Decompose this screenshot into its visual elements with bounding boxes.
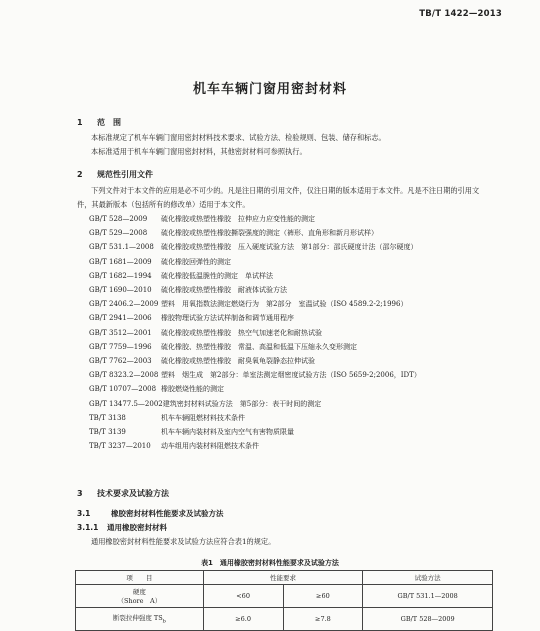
reference-item: GB/T 1682—1994 硫化橡胶低温脆性的测定 单试样法 (89, 271, 273, 280)
reference-item: GB/T 529—2008 硫化橡胶或热塑性橡胶撕裂强度的测定（裤形、直角形和新月形试样） (89, 229, 378, 238)
table-row (76, 608, 493, 631)
table-header-row (76, 571, 493, 585)
header-performance: 性能要求 (203, 571, 363, 585)
cell-value: ≥6.0 (203, 608, 283, 631)
reference-item: TB/T 3139 机车车辆内装材料及室内空气有害物质限量 (89, 428, 294, 437)
paragraph: 本标准规定了机车车辆门窗用密封材料技术要求、试验方法、检验规则、包装、储存和标志。 (91, 133, 386, 142)
reference-list (77, 212, 489, 453)
section-2-heading (77, 169, 153, 180)
reference-item: GB/T 8323.2—2008 塑料 烟生成 第2部分：单室法测定烟密度试验方法（ISO 5659-2;2006，IDT） (89, 371, 421, 380)
reference-item: GB/T 1690—2010 硫化橡胶或热塑性橡胶 耐液体试验方法 (89, 286, 287, 295)
reference-item: GB/T 13477.5—2002建筑密封材料试验方法 第5部分：表干时间的测定 (89, 399, 322, 408)
cell-item: 硬度 （Shore A） (76, 585, 204, 608)
spec-table (75, 570, 493, 631)
reference-item: GB/T 2406.2—2009 塑料 用氧指数法测定燃烧行为 第2部分 室温试验（ISO 4589.2-2;1996） (89, 300, 408, 309)
section-number: 3 (77, 489, 83, 498)
header-item: 项 目 (76, 571, 204, 585)
cell-item: 断裂拉伸强度 $TS_b$ (76, 608, 204, 631)
section-3-1-1-heading (77, 522, 167, 533)
section-title: 范 围 (97, 118, 121, 127)
table-row (76, 585, 493, 608)
paragraph: 下列文件对于本文件的应用是必不可少的。凡是注日期的引用文件，仅注日期的版本适用于本文件。凡是不注日期的引用文件，其最新版本（包括所有的修改单）适用于本文件。 (77, 186, 480, 209)
section-3-heading (77, 488, 169, 499)
cell-method: GB/T 528—2009 (363, 608, 493, 631)
section-3-1-heading (77, 508, 224, 519)
reference-item: TB/T 3138 机车车辆阻燃材料技术条件 (89, 413, 245, 422)
reference-item: GB/T 10707—2008 橡胶燃烧性能的测定 (89, 385, 224, 394)
reference-item: GB/T 1681—2009 硫化橡胶回弹性的测定 (89, 257, 231, 266)
reference-item: GB/T 3512—2001 硫化橡胶或热塑性橡胶 热空气加速老化和耐热试验 (89, 328, 322, 337)
table-title: 表1 通用橡胶密封材料性能要求及试验方法 (201, 559, 339, 567)
reference-item: GB/T 528—2009 硫化橡胶或热塑性橡胶 拉伸应力应变性能的测定 (89, 215, 315, 223)
cell-value: <60 (203, 585, 283, 608)
section-number: 1 (77, 118, 83, 127)
reference-item: GB/T 7762—2003 硫化橡胶或热塑性橡胶 耐臭氧龟裂静态拉伸试验 (89, 357, 315, 366)
section-number: 3.1.1 (77, 523, 99, 532)
paragraph: 本标准适用于机车车辆门窗用密封材料，其他密封材料可参照执行。 (91, 147, 307, 156)
section-title: 规范性引用文件 (97, 170, 153, 179)
reference-item: TB/T 3237—2010 动车组用内装材料阻燃技术条件 (89, 442, 259, 451)
reference-item: GB/T 7759—1996 硫化橡胶、热塑性橡胶 常温、高温和低温下压缩永久变形测定 (89, 342, 357, 351)
header-method: 试验方法 (363, 571, 493, 585)
cell-method: GB/T 531.1—2008 (363, 585, 493, 608)
section-title: 技术要求及试验方法 (97, 489, 169, 498)
cell-value: ≥7.8 (283, 608, 363, 631)
paragraph: 通用橡胶密封材料性能要求及试验方法应符合表1的规定。 (91, 537, 276, 546)
reference-item: GB/T 531.1—2008 硫化橡胶或热塑性橡胶 压入硬度试验方法 第1部分：邵氏硬度计法（邵尔硬度） (89, 243, 418, 252)
section-1-heading (77, 117, 121, 128)
section-number: 3.1 (77, 509, 91, 518)
reference-item: GB/T 2941—2006 橡胶物理试验方法试样制备和调节通用程序 (89, 314, 294, 323)
standard-code: TB/T 1422—2013 (419, 9, 502, 19)
cell-value: ≥60 (283, 585, 363, 608)
document-title: 机车车辆门窗用密封材料 (192, 82, 347, 97)
section-title: 橡胶密封材料性能要求及试验方法 (111, 509, 224, 518)
section-title: 通用橡胶密封材料 (107, 523, 167, 532)
section-number: 2 (77, 170, 83, 179)
